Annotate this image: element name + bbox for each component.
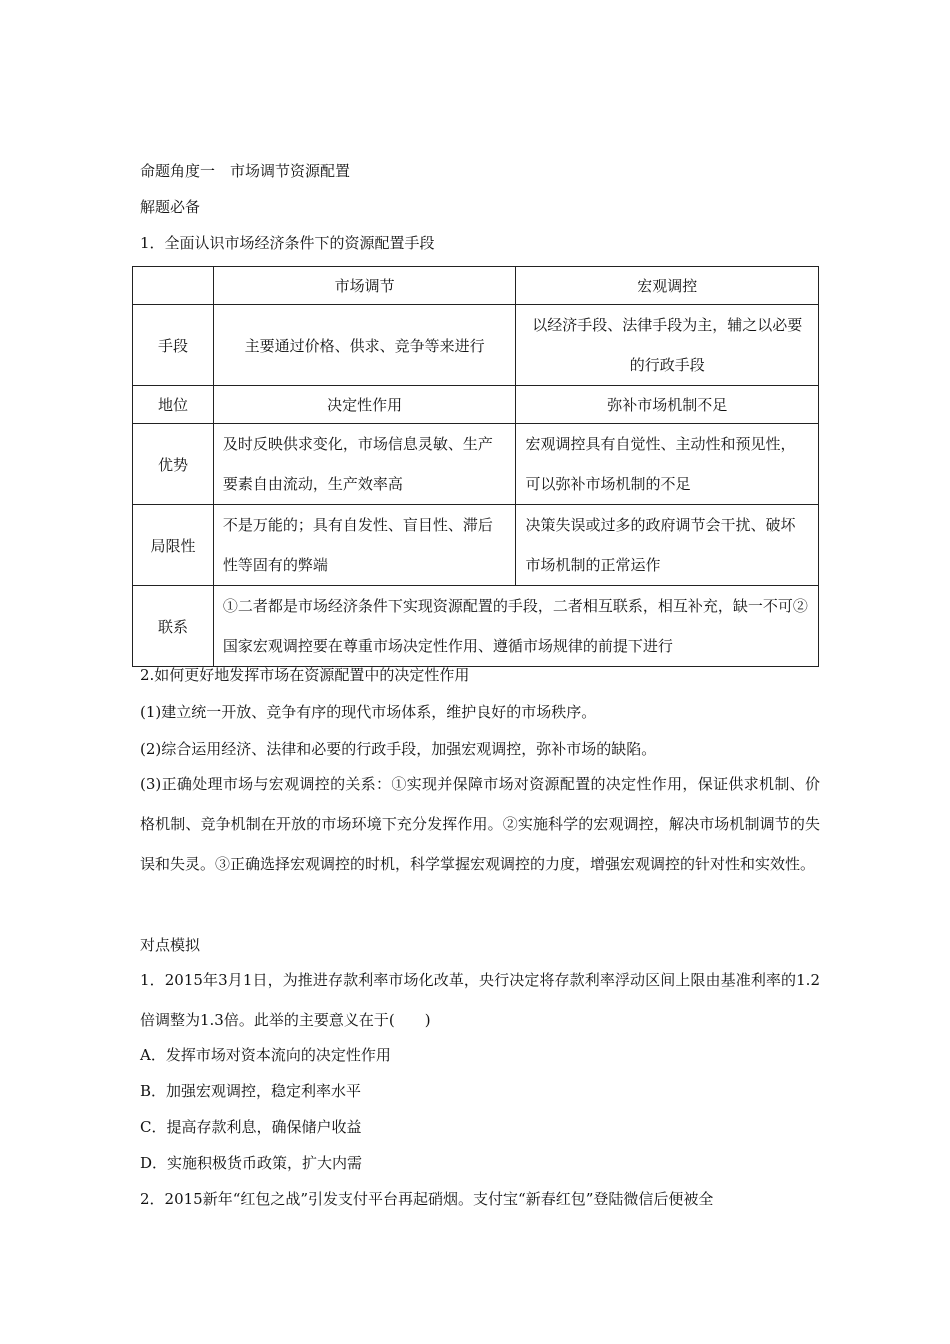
table-row [133,586,819,667]
comparison-table [132,266,819,667]
row-label: 局限性 [133,505,214,586]
item2-title: 2.如何更好地发挥市场在资源配置中的决定性作用 [140,666,470,684]
item2-point: (1)建立统一开放、竞争有序的现代市场体系，维护良好的市场秩序。 [140,703,597,721]
topic-heading: 命题角度一 市场调节资源配置 [140,162,351,180]
question-1-stem: 1．2015年3月1日，为推进存款利率市场化改革，央行决定将存款利率浮动区间上限由基准利率的1.2倍调整为1.3倍。此举的主要意义在于( ) [140,971,820,1029]
item1-title: 1．全面认识市场经济条件下的资源配置手段 [140,234,435,252]
table-header-row [133,267,819,305]
table-row [133,305,819,386]
macro-cell: 宏观调控具有自觉性、主动性和预见性，可以弥补市场机制的不足 [516,424,819,505]
market-cell: 不是万能的；具有自发性、盲目性、滞后性等固有的弊端 [213,505,516,586]
section-solution-title: 解题必备 [140,198,201,216]
table-header-cell: 宏观调控 [516,267,819,305]
question-1-option: D．实施积极货币政策，扩大内需 [140,1154,363,1172]
question-2-stem: 2．2015新年“红包之战”引发支付平台再起硝烟。支付宝“新春红包”登陆微信后便被全 [140,1190,714,1208]
table-row [133,386,819,424]
row-label: 优势 [133,424,214,505]
market-cell: 及时反映供求变化，市场信息灵敏、生产要素自由流动，生产效率高 [213,424,516,505]
macro-cell: 以经济手段、法律手段为主，辅之以必要的行政手段 [516,305,819,386]
question-1-option: B．加强宏观调控，稳定利率水平 [140,1082,362,1100]
item2-point: (3)正确处理市场与宏观调控的关系：①实现并保障市场对资源配置的决定性作用，保证供求机制、价格机制、竞争机制在开放的市场环境下充分发挥作用。②实施科学的宏观调控，解决市场机制调节的失误和失灵。③正确选择宏观调控的时机，科学掌握宏观调控的力度，增强宏观调控的针对性和实效性。 [140,775,820,873]
section-practice-title: 对点模拟 [140,936,201,954]
table-row [133,424,819,505]
table-row [133,505,819,586]
merged-cell: ①二者都是市场经济条件下实现资源配置的手段，二者相互联系，相互补充，缺一不可②国家宏观调控要在尊重市场决定性作用、遵循市场规律的前提下进行 [213,586,818,667]
row-label: 地位 [133,386,214,424]
macro-cell: 决策失误或过多的政府调节会干扰、破坏市场机制的正常运作 [516,505,819,586]
table-header-cell [133,267,214,305]
table-header-cell: 市场调节 [213,267,516,305]
question-1-option: A．发挥市场对资本流向的决定性作用 [140,1046,391,1064]
row-label: 联系 [133,586,214,667]
market-cell: 主要通过价格、供求、竞争等来进行 [213,305,516,386]
market-cell: 决定性作用 [213,386,516,424]
macro-cell: 弥补市场机制不足 [516,386,819,424]
row-label: 手段 [133,305,214,386]
item2-point: (2)综合运用经济、法律和必要的行政手段，加强宏观调控，弥补市场的缺陷。 [140,740,657,758]
question-1-option: C．提高存款利息，确保储户收益 [140,1118,362,1136]
